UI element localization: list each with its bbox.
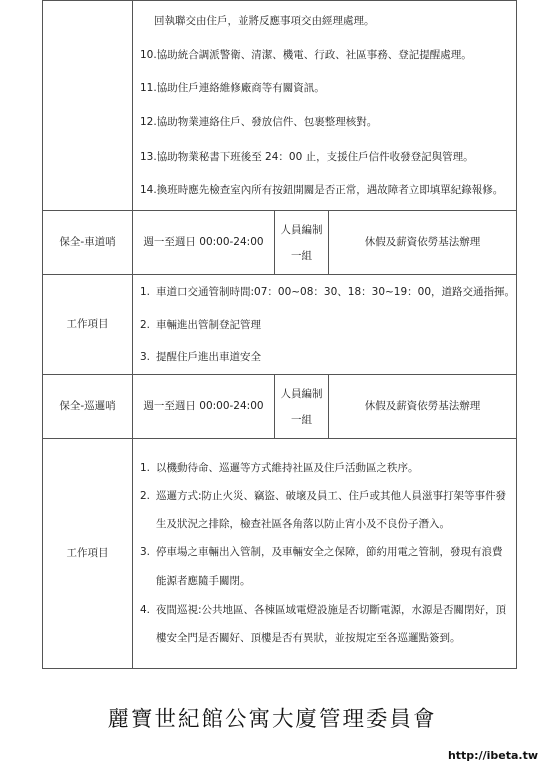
staff-label: 人員編制 [280, 223, 323, 236]
item-number: 1. [140, 286, 151, 299]
list-item [140, 483, 512, 511]
item-number: 3. [140, 546, 151, 559]
top-label-cell [43, 1, 133, 211]
driveway-tasks-cell [133, 275, 517, 375]
duty-line: 回執聯交由住戶，並將反應事項交由經理處理。 [154, 15, 375, 28]
patrol-guard-row [43, 375, 517, 439]
driveway-guard-row [43, 211, 517, 275]
item-text-continued: 能源者應隨手關閉。 [156, 575, 251, 588]
patrol-guard-time: 週一至週日 00:00-24:00 [133, 375, 275, 439]
item-text: 夜間巡視:公共地區、各棟區域電燈設施是否切斷電源，水源是否關閉好，頂 [156, 604, 507, 617]
item-number: 4. [140, 604, 151, 617]
duty-line: 13.協助物業秘書下班後至 24：00 止，支援住戶信件收發登記與管理。 [140, 150, 474, 163]
watermark-url: http://ibeta.tw [447, 749, 538, 762]
item-number: 3. [140, 351, 151, 364]
driveway-guard-label: 保全-車道哨 [43, 211, 133, 275]
top-duties-row [43, 1, 517, 211]
patrol-tasks-cell [133, 439, 517, 669]
item-text: 以機動待命、巡邏等方式維持社區及住戶活動區之秩序。 [156, 462, 419, 475]
duty-table [42, 0, 517, 669]
staff-count: 一組 [291, 249, 312, 262]
driveway-guard-time: 週一至週日 00:00-24:00 [133, 211, 275, 275]
item-text: 巡邏方式:防止火災、竊盜、破壞及員工、住戶或其他人員滋事打架等事件發 [156, 490, 507, 503]
duty-line: 14.換班時應先檢查室內所有按鈕開關是否正常，遇故障者立即填單紀錄報修。 [140, 183, 504, 196]
staff-label: 人員編制 [280, 387, 323, 400]
driveway-guard-note: 休假及薪資依勞基法辦理 [329, 211, 517, 275]
staff-count: 一組 [291, 413, 312, 426]
item-number: 2. [140, 490, 151, 503]
list-item [140, 310, 512, 342]
top-duties-cell [133, 1, 517, 211]
duty-line: 11.協助住戶連絡維修廠商等有關資訊。 [140, 81, 325, 94]
list-item [140, 539, 512, 567]
item-text: 停車場之車輛出入管制，及車輛安全之保障，節約用電之管制，發現有浪費 [156, 546, 503, 559]
item-text: 提醒住戶進出車道安全 [156, 351, 261, 364]
committee-title: 麗寶世紀館公寓大廈管理委員會 [107, 707, 437, 732]
patrol-guard-staff [275, 375, 329, 439]
patrol-guard-label: 保全-巡邏哨 [43, 375, 133, 439]
item-text: 車輛進出管制登記管理 [156, 319, 261, 332]
driveway-tasks-row [43, 275, 517, 375]
list-item [140, 276, 516, 310]
item-number: 2. [140, 319, 151, 332]
list-item [140, 342, 512, 374]
driveway-guard-staff [275, 211, 329, 275]
item-text-continued: 生及狀況之排除，檢查社區各角落以防止宵小及不良份子潛入。 [156, 518, 450, 531]
item-text-continued: 樓安全門是否關好、頂樓是否有異狀，並按規定至各巡邏點簽到。 [156, 632, 461, 645]
patrol-tasks-label: 工作項目 [43, 439, 133, 669]
duty-line: 12.協助物業連絡住戶、發放信件、包裹整理核對。 [140, 116, 378, 129]
patrol-tasks-row [43, 439, 517, 669]
list-item [140, 597, 512, 625]
driveway-tasks-label: 工作項目 [43, 275, 133, 375]
list-item [140, 455, 512, 483]
duty-line: 10.協助統合調派警衛、清潔、機電、行政、社區事務、登記提醒處理。 [140, 48, 472, 61]
item-number: 1. [140, 462, 151, 475]
item-text: 車道口交通管制時間:07：00~08：30、18：30~19：00，道路交通指揮。 [156, 286, 516, 299]
patrol-guard-note: 休假及薪資依勞基法辦理 [329, 375, 517, 439]
